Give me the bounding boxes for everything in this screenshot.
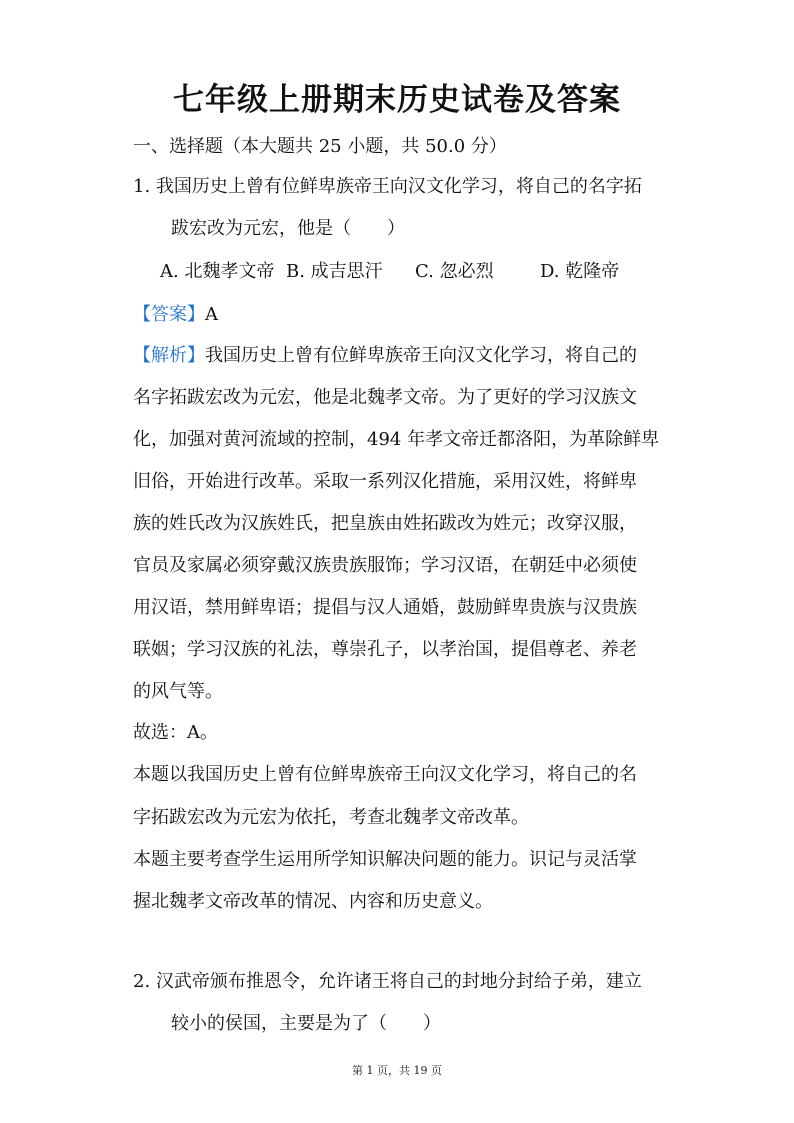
analysis-text: 我国历史上曾有位鲜卑族帝王向汉文化学习，将自己的 [205, 345, 637, 366]
option-d: D. 乾隆帝 [540, 261, 620, 282]
analysis-tag: 【解析】 [133, 345, 205, 366]
section-heading: 一、选择题（本大题共 25 小题，共 50.0 分） [133, 136, 507, 157]
analysis-line: 的风气等。 [133, 681, 223, 702]
analysis-line: 用汉语，禁用鲜卑语；提倡与汉人通婚，鼓励鲜卑贵族与汉贵族 [133, 597, 637, 618]
basis-statement-continued: 字拓跋宏改为元宏为依托，考查北魏孝文帝改革。 [133, 807, 529, 828]
question-2-stem: 2. 汉武帝颁布推恩令，允许诸王将自己的封地分封给子弟，建立 [133, 971, 642, 992]
analysis-line: 官员及家属必须穿戴汉族贵族服饰；学习汉语，在朝廷中必须使 [133, 555, 637, 576]
document-title: 七年级上册期末历史试卷及答案 [173, 82, 621, 118]
answer-tag: 【答案】 [133, 304, 205, 325]
analysis-line [133, 335, 668, 377]
option-a: A. 北魏孝文帝 [160, 261, 275, 282]
analysis-line: 族的姓氏改为汉族姓氏，把皇族由姓拓跋改为姓元；改穿汉服， [133, 513, 637, 534]
analysis-line: 旧俗，开始进行改革。采取一系列汉化措施，采用汉姓，将鲜卑 [133, 471, 637, 492]
answer-value: A [205, 304, 218, 325]
basis-statement: 本题以我国历史上曾有位鲜卑族帝王向汉文化学习，将自己的名 [133, 764, 637, 785]
analysis-paragraph [133, 335, 668, 713]
choice-statement: 故选：A。 [133, 722, 218, 743]
answer-line [133, 302, 218, 328]
question-1-stem: 1. 我国历史上曾有位鲜卑族帝王向汉文化学习，将自己的名字拓 [133, 176, 642, 197]
question-2-stem-continued: 较小的侯国，主要是为了（ ） [171, 1013, 441, 1034]
analysis-line: 化，加强对黄河流域的控制，494 年孝文帝迁都洛阳，为革除鲜卑 [133, 429, 660, 450]
option-c: C. 忽必烈 [415, 261, 494, 282]
ability-statement-continued: 握北魏孝文帝改革的情况、内容和历史意义。 [133, 891, 493, 912]
analysis-line: 名字拓跋宏改为元宏，他是北魏孝文帝。为了更好的学习汉族文 [133, 387, 637, 408]
ability-statement: 本题主要考查学生运用所学知识解决问题的能力。识记与灵活掌 [133, 849, 637, 870]
page-footer: 第 1 页，共 19 页 [352, 1064, 442, 1077]
analysis-line: 联姻；学习汉族的礼法，尊崇孔子，以孝治国，提倡尊老、养老 [133, 639, 637, 660]
question-1-stem-continued: 跋宏改为元宏，他是（ ） [171, 218, 405, 239]
option-b: B. 成吉思汗 [286, 261, 383, 282]
